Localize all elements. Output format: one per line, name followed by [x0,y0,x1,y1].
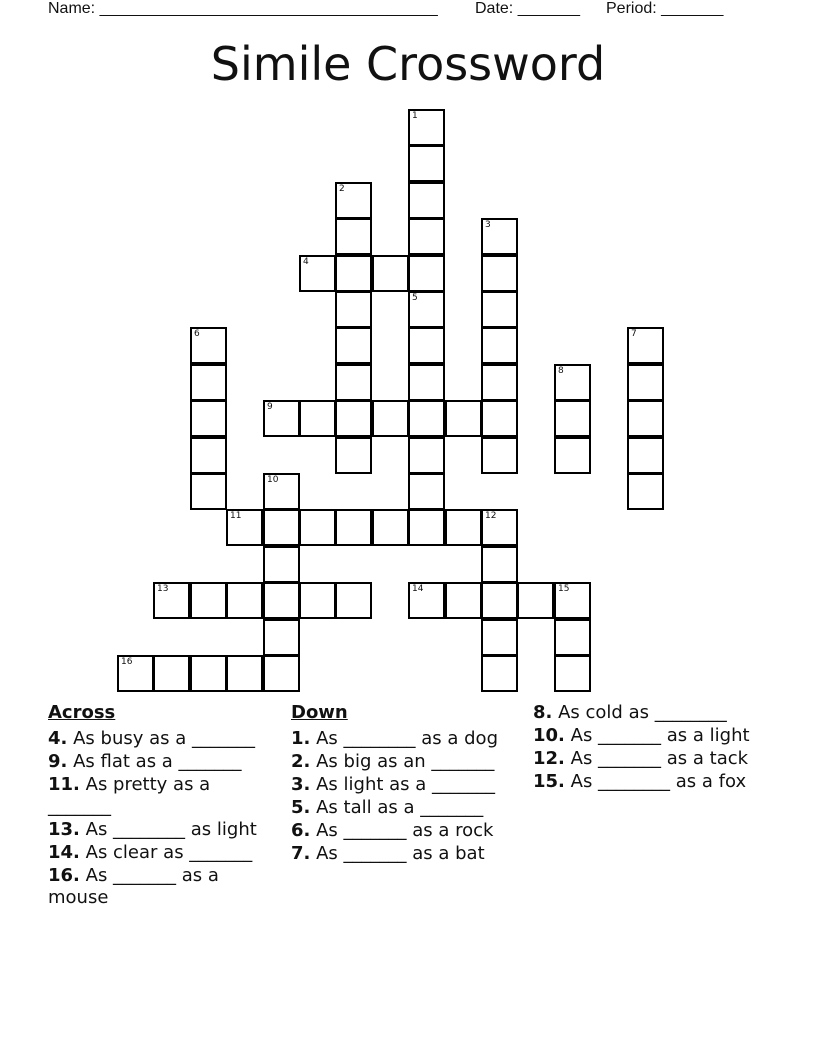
crossword-cell[interactable] [335,327,372,364]
crossword-cell[interactable] [335,400,372,437]
crossword-cell[interactable] [335,509,372,546]
across-heading: Across [48,702,116,723]
crossword-cell[interactable] [408,509,445,546]
crossword-cell[interactable] [627,327,664,364]
crossword-cell[interactable] [263,655,300,692]
cell-number: 2 [339,184,345,194]
crossword-cell[interactable] [190,437,227,474]
crossword-cell[interactable] [481,255,518,292]
crossword-cell[interactable] [554,437,591,474]
crossword-cell[interactable] [190,400,227,437]
crossword-cell[interactable] [481,327,518,364]
date-field[interactable]: Date: _______ [475,0,580,17]
cell-number: 14 [412,584,424,594]
crossword-cell[interactable] [408,327,445,364]
clue-down-3: 3. As light as a _______ [291,774,496,795]
crossword-cell[interactable] [445,509,482,546]
crossword-cell[interactable] [190,327,227,364]
crossword-cell[interactable] [372,400,409,437]
crossword-cell[interactable] [554,582,591,619]
crossword-cell[interactable] [445,400,482,437]
cell-number: 15 [558,584,570,594]
clue-down-5: 5. As tall as a _______ [291,797,484,818]
crossword-cell[interactable] [263,546,300,583]
crossword-cell[interactable] [408,255,445,292]
cell-number: 3 [485,220,491,230]
down-heading: Down [291,702,348,723]
crossword-cell[interactable] [481,364,518,401]
clue-across-9: 9. As flat as a _______ [48,751,242,772]
crossword-cell[interactable] [481,509,518,546]
crossword-cell[interactable] [554,655,591,692]
crossword-cell[interactable] [554,364,591,401]
crossword-cell[interactable] [627,473,664,510]
crossword-cell[interactable] [263,582,300,619]
clue-down-2: 2. As big as an _______ [291,751,495,772]
clue-down-1: 1. As ________ as a dog [291,728,498,749]
crossword-cell[interactable] [481,582,518,619]
crossword-cell[interactable] [226,582,263,619]
cell-number: 12 [485,511,497,521]
crossword-cell[interactable] [627,437,664,474]
clue-across-16: 16. As _______ as a mouse [48,865,219,908]
crossword-cell[interactable] [372,509,409,546]
across-clues [48,702,278,910]
period-field[interactable]: Period: _______ [606,0,724,17]
name-field[interactable]: Name: ______________________________________ [48,0,438,17]
cell-number: 6 [194,329,200,339]
crossword-cell[interactable] [153,582,190,619]
clue-across-14: 14. As clear as _______ [48,842,253,863]
page-title: Simile Crossword [210,37,606,91]
crossword-cell[interactable] [408,400,445,437]
crossword-cell[interactable] [481,400,518,437]
crossword-cell[interactable] [627,400,664,437]
crossword-cell[interactable] [226,655,263,692]
crossword-cell[interactable] [299,400,336,437]
crossword-cell[interactable] [627,364,664,401]
cell-number: 11 [230,511,242,521]
clue-across-4: 4. As busy as a _______ [48,728,255,749]
crossword-cell[interactable] [481,437,518,474]
crossword-cell[interactable] [408,437,445,474]
clue-down-10: 10. As _______ as a light [533,725,750,746]
crossword-cell[interactable] [263,619,300,656]
crossword-cell[interactable] [190,364,227,401]
crossword-cell[interactable] [263,473,300,510]
crossword-cell[interactable] [481,619,518,656]
crossword-cell[interactable] [299,509,336,546]
crossword-cell[interactable] [408,364,445,401]
crossword-cell[interactable] [372,255,409,292]
crossword-cell[interactable] [263,400,300,437]
crossword-cell[interactable] [335,291,372,328]
cell-number: 10 [267,475,279,485]
crossword-cell[interactable] [408,291,445,328]
crossword-cell[interactable] [190,582,227,619]
crossword-cell[interactable] [335,255,372,292]
crossword-cell[interactable] [408,218,445,255]
clue-down-6: 6. As _______ as a rock [291,820,494,841]
cell-number: 13 [157,584,169,594]
crossword-cell[interactable] [481,291,518,328]
crossword-cell[interactable] [408,182,445,219]
down-clues [291,702,521,866]
crossword-cell[interactable] [408,145,445,182]
cell-number: 9 [267,402,273,412]
crossword-cell[interactable] [299,582,336,619]
worksheet-header [48,0,748,22]
cell-number: 16 [121,657,133,667]
cell-number: 5 [412,293,418,303]
crossword-cell[interactable] [481,546,518,583]
clue-down-7: 7. As _______ as a bat [291,843,485,864]
crossword-cell[interactable] [299,255,336,292]
crossword-cell[interactable] [335,182,372,219]
crossword-cell[interactable] [190,655,227,692]
crossword-cell[interactable] [226,509,263,546]
cell-number: 8 [558,366,564,376]
crossword-cell[interactable] [153,655,190,692]
crossword-cell[interactable] [554,400,591,437]
cell-number: 1 [412,111,418,121]
crossword-cell[interactable] [335,437,372,474]
crossword-cell[interactable] [190,473,227,510]
clue-across-11: 11. As pretty as a _______ [48,774,211,817]
crossword-cell[interactable] [481,655,518,692]
crossword-cell[interactable] [335,582,372,619]
crossword-cell[interactable] [335,364,372,401]
clue-down-12: 12. As _______ as a tack [533,748,749,769]
crossword-cell[interactable] [481,218,518,255]
crossword-cell[interactable] [408,582,445,619]
cell-number: 4 [303,257,309,267]
crossword-cell[interactable] [408,109,445,146]
crossword-cell[interactable] [408,473,445,510]
clue-across-13: 13. As ________ as light [48,819,257,840]
crossword-cell[interactable] [117,655,154,692]
crossword-cell[interactable] [517,582,554,619]
crossword-cell[interactable] [263,509,300,546]
cell-number: 7 [631,329,637,339]
crossword-cell[interactable] [445,582,482,619]
down-clues-continued [533,702,763,794]
clue-down-15: 15. As ________ as a fox [533,771,747,792]
crossword-cell[interactable] [335,218,372,255]
clue-down-8: 8. As cold as ________ [533,702,727,723]
crossword-cell[interactable] [554,619,591,656]
